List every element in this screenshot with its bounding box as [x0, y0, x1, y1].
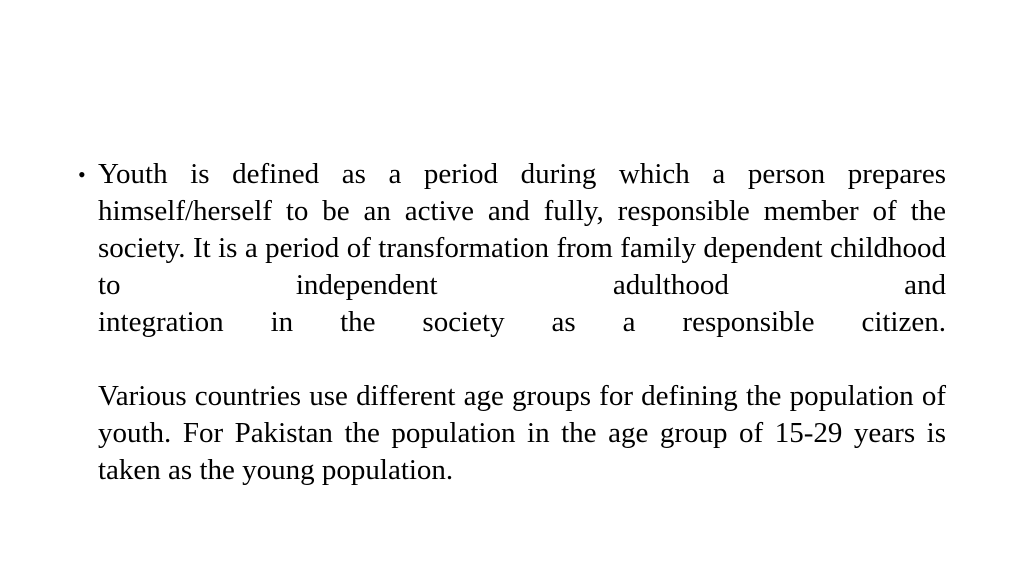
paragraph-spacer — [98, 341, 946, 378]
paragraph-youth-definition-last-line: integration in the society as a responsible citizen. — [98, 306, 946, 338]
bullet-marker: • — [78, 162, 86, 187]
paragraph-age-groups: Various countries use different age groups for defining the population of youth. For Pakistan the population in the age group of 15-29 years is taken as the young population. — [98, 380, 946, 486]
bullet-block — [78, 156, 946, 489]
bullet-text — [98, 156, 946, 489]
bullet-item — [78, 156, 946, 489]
paragraph-youth-definition: Youth is defined as a period during which a person prepares himself/herself to be an active and fully, responsible member of the society. It is a period of transformation from family dependent childhood to independent adulthood and — [98, 158, 946, 301]
